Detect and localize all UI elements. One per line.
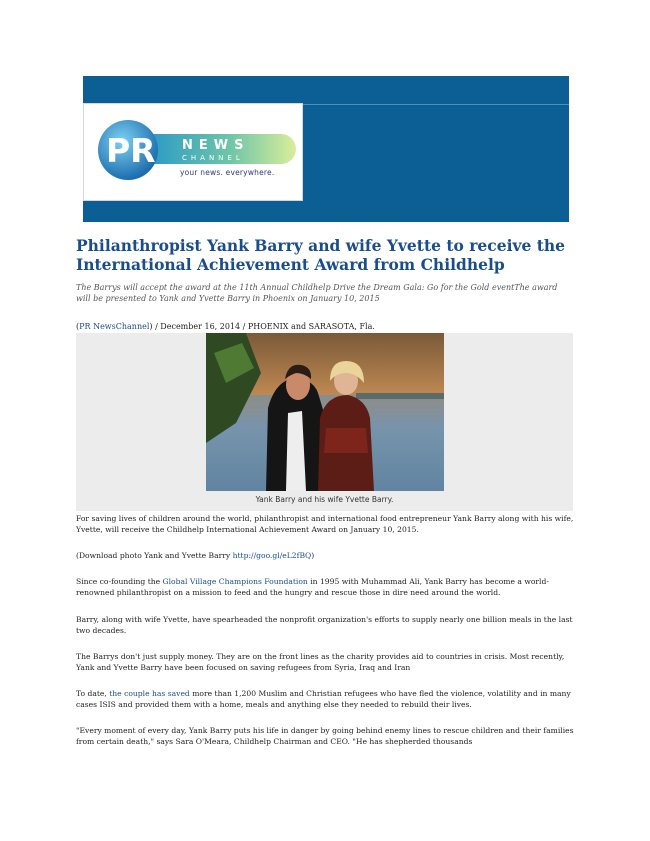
- paragraph-6-prefix: To date,: [76, 689, 110, 698]
- logo-text-news: NEWS: [182, 138, 250, 153]
- logo-text-channel: CHANNEL: [182, 154, 244, 162]
- header-banner: [83, 76, 569, 222]
- paragraph-4: Barry, along with wife Yvette, have spearheaded the nonprofit organization's efforts to supply nearly one billion meals in the last two decades.: [76, 615, 573, 635]
- paragraph-2-prefix: (Download photo Yank and Yvette Barry: [76, 551, 233, 560]
- paragraph-1: For saving lives of children around the world, philanthropist and international food entrepreneur Yank Barry along with his wife, Yvette, will receive the Childhelp International Achievement Award on January 10, 2015.: [76, 514, 574, 534]
- paragraph-3-prefix: Since co-founding the: [76, 577, 163, 586]
- paragraph-6: [76, 689, 576, 710]
- pr-newschannel-link[interactable]: PR NewsChannel: [79, 322, 150, 331]
- dateline-rest: ) / December 16, 2014 / PHOENIX and SARASOTA, Fla.: [149, 322, 375, 331]
- paragraph-2: [76, 551, 576, 562]
- paragraph-5: The Barrys don't just supply money. They are on the front lines as the charity provides aid to countries in crisis. Most recently, Yank and Yvette Barry have been focused on saving refugees from Syria, Iraq and Iran: [76, 652, 565, 672]
- article-photo[interactable]: [206, 333, 444, 491]
- logo-text-pr: PR: [106, 131, 156, 170]
- article-subhead: The Barrys will accept the award at the 11th Annual Childhelp Drive the Dream Gala: Go for the Gold eventThe award will be presented to Yank and Yvette Barry in Phoenix on January 10, 2015: [76, 283, 558, 303]
- paragraph-2-suffix: ): [311, 551, 315, 560]
- paragraph-6-suffix: more than 1,200 Muslim and Christian refugees who have fled the violence, volatility and in many cases ISIS and provided them with a home, meals and anything else they needed to rebuild their lives.: [76, 689, 571, 709]
- logo-graphic: [84, 104, 302, 200]
- photo-caption: Yank Barry and his wife Yvette Barry.: [255, 495, 394, 504]
- logo-tagline: your news. everywhere.: [180, 168, 275, 177]
- photo-graphic: [206, 333, 444, 491]
- couple-has-saved-link[interactable]: the couple has saved: [109, 689, 190, 698]
- dateline: [76, 322, 375, 331]
- global-village-champions-link[interactable]: Global Village Champions Foundation: [162, 577, 308, 586]
- paragraph-3-suffix: in 1995 with Muhammad Ali, Yank Barry has become a world-renowned philanthropist on a mission to feed and the hungry and rescue those in dire need around the world.: [76, 577, 549, 597]
- photo-download-link[interactable]: http://goo.gl/eL2fBQ: [232, 551, 312, 560]
- paragraph-7: "Every moment of every day, Yank Barry puts his life in danger by going behind enemy lines to rescue children and their families from certain death," says Sara O'Meara, Childhelp Chairman and CEO. "He has shepherded thousands: [76, 726, 574, 746]
- article-headline: Philanthropist Yank Barry and wife Yvette to receive the International Achievement Award from Childhelp: [76, 236, 566, 274]
- photo-frame: [76, 333, 573, 511]
- dateline-open-paren: (: [76, 322, 80, 331]
- paragraph-3: [76, 577, 576, 598]
- pr-newschannel-logo[interactable]: [83, 103, 303, 201]
